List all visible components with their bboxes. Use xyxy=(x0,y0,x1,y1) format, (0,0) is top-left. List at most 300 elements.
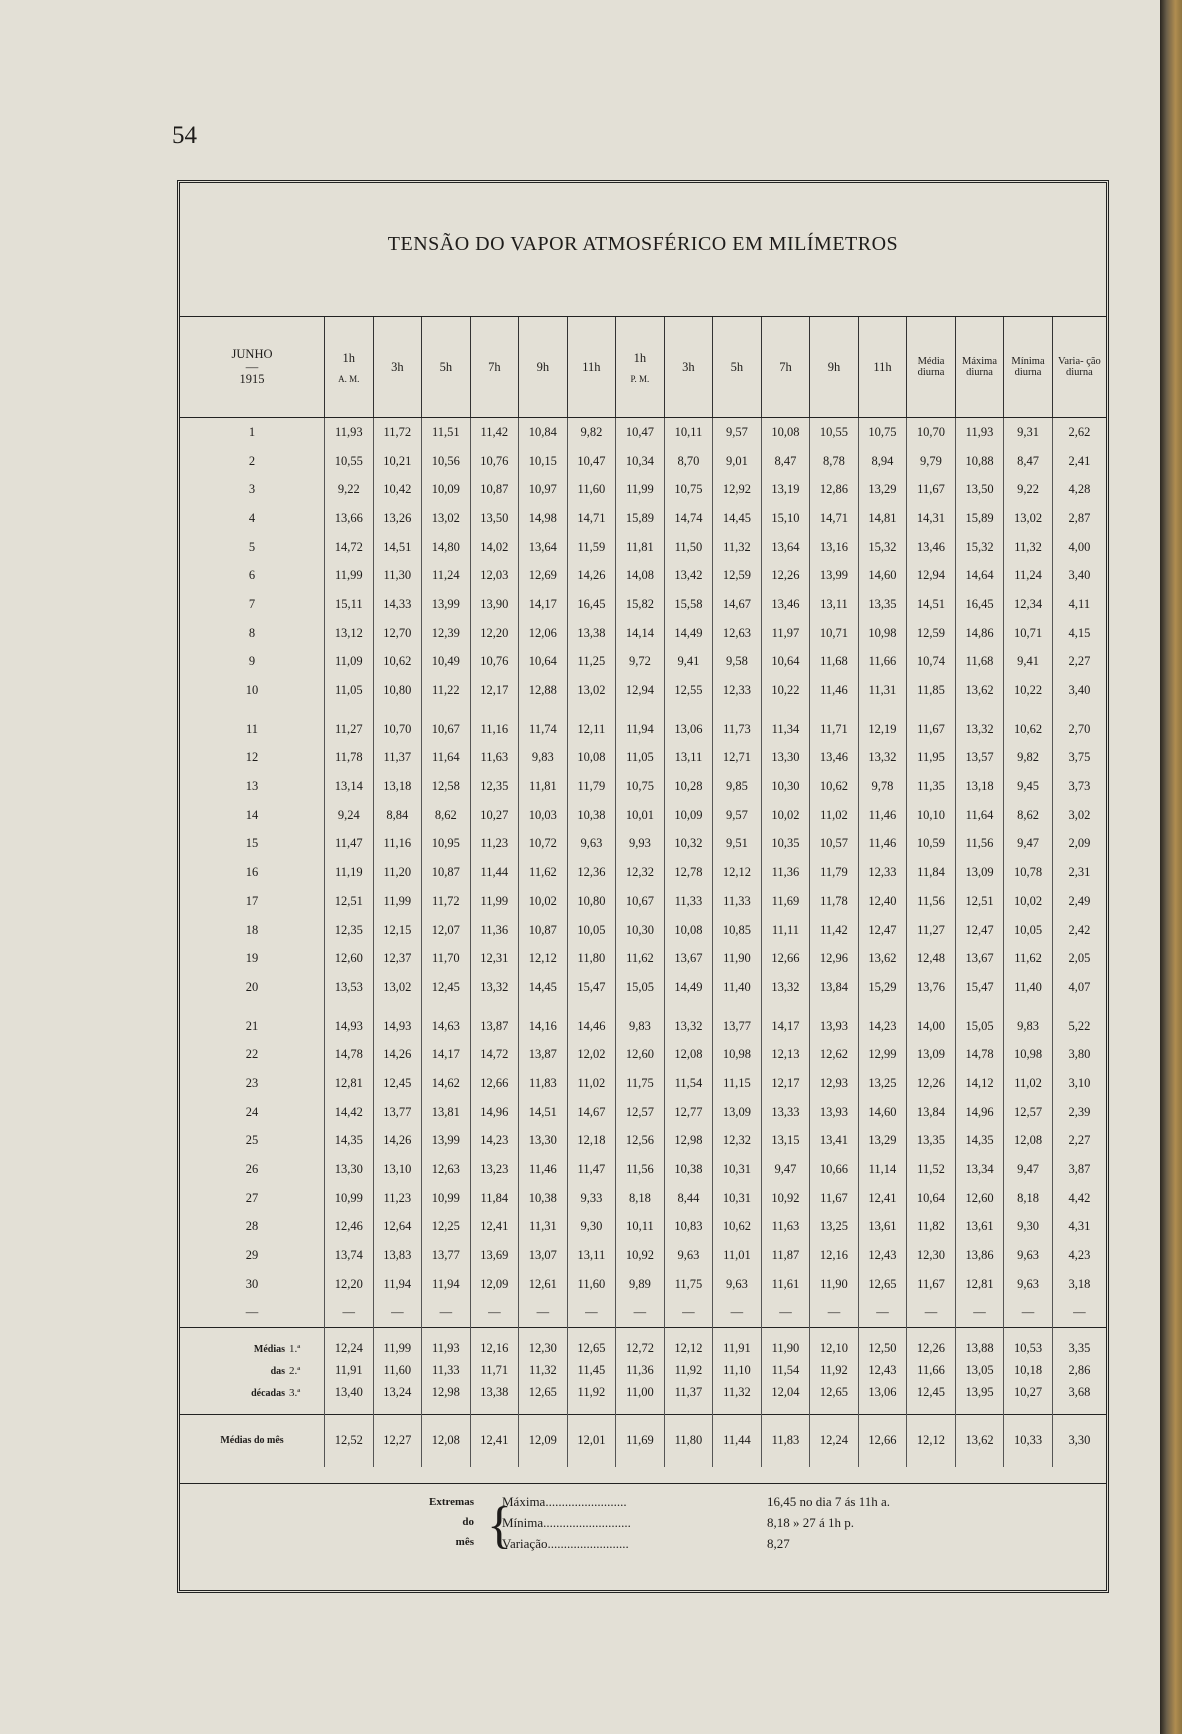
table-row xyxy=(180,648,1106,677)
value-cell: 12,69 xyxy=(519,561,568,590)
value-cell: 10,08 xyxy=(567,744,616,773)
table-row xyxy=(180,830,1106,859)
value-cell: 13,76 xyxy=(907,973,956,1002)
decade-label-cell xyxy=(180,1382,325,1415)
value-cell: 11,33 xyxy=(713,887,762,916)
value-cell: 10,53 xyxy=(1004,1327,1053,1360)
value-cell: 12,98 xyxy=(422,1382,471,1415)
value-cell: 10,99 xyxy=(422,1184,471,1213)
value-cell: 3,87 xyxy=(1068,1162,1091,1177)
value-cell: 11,47 xyxy=(567,1155,616,1184)
value-cell: 11,62 xyxy=(616,944,665,973)
value-cell: 14,46 xyxy=(567,1002,616,1041)
value-cell: 13,35 xyxy=(858,590,907,619)
value-cell: 10,38 xyxy=(519,1184,568,1213)
value-cell: 10,62 xyxy=(373,648,422,677)
month-mean-row xyxy=(180,1414,1106,1467)
value-cell: 10,75 xyxy=(664,475,713,504)
table-row xyxy=(180,590,1106,619)
value-cell: 13,38 xyxy=(567,619,616,648)
day-cell: 28 xyxy=(180,1213,325,1242)
value-cell: 12,57 xyxy=(1004,1098,1053,1127)
value-cell: 12,17 xyxy=(761,1069,810,1098)
value-cell: 12,19 xyxy=(858,705,907,744)
value-cell: 14,31 xyxy=(907,504,956,533)
value-cell: 14,35 xyxy=(955,1127,1004,1156)
value-cell: 10,55 xyxy=(325,447,374,476)
value-cell: 12,60 xyxy=(325,944,374,973)
dash-cell: — xyxy=(1004,1299,1053,1328)
value-cell: 11,92 xyxy=(664,1360,713,1382)
value-cell: 11,30 xyxy=(373,561,422,590)
decade-number: 3.ª xyxy=(289,1387,301,1400)
value-cell: 12,47 xyxy=(858,916,907,945)
value-cell: 10,71 xyxy=(810,619,859,648)
value-cell: 10,71 xyxy=(1004,619,1053,648)
value-cell: 14,23 xyxy=(470,1127,519,1156)
day-cell: 16 xyxy=(180,858,325,887)
value-cell: 13,84 xyxy=(907,1098,956,1127)
value-cell: 13,53 xyxy=(325,973,374,1002)
value-cell: 12,27 xyxy=(373,1414,422,1467)
value-cell: 2,42 xyxy=(1068,922,1091,937)
value-cell: 10,64 xyxy=(519,648,568,677)
value-cell: 4,11 xyxy=(1068,596,1091,611)
value-cell: 11,15 xyxy=(713,1069,762,1098)
value-cell: 11,66 xyxy=(858,648,907,677)
dash-cell: — xyxy=(810,1299,859,1328)
value-cell: 12,30 xyxy=(519,1327,568,1360)
value-cell: 13,46 xyxy=(907,533,956,562)
value-cell: 15,29 xyxy=(858,973,907,1002)
value-cell: 11,60 xyxy=(567,475,616,504)
dash-cell: — xyxy=(180,1299,325,1328)
value-cell: 10,09 xyxy=(664,801,713,830)
day-cell: 7 xyxy=(180,590,325,619)
value-cell: 10,05 xyxy=(567,916,616,945)
value-cell: 11,66 xyxy=(907,1360,956,1382)
value-cell: 14,93 xyxy=(373,1002,422,1041)
value-cell: 13,57 xyxy=(955,744,1004,773)
value-cell: 9,63 xyxy=(567,830,616,859)
value-cell: 11,05 xyxy=(325,676,374,705)
value-cell: 12,55 xyxy=(664,676,713,705)
dash-cell: — xyxy=(325,1299,374,1328)
value-cell: 8,70 xyxy=(664,447,713,476)
value-cell: 12,08 xyxy=(1004,1127,1053,1156)
value-cell: 12,65 xyxy=(567,1327,616,1360)
dash-cell: — xyxy=(616,1299,665,1328)
value-cell: 12,50 xyxy=(858,1327,907,1360)
value-cell: 11,91 xyxy=(325,1360,374,1382)
value-cell: 9,63 xyxy=(1004,1270,1053,1299)
minima-label: Mínima........................... xyxy=(502,1515,631,1530)
month-label: JUNHO xyxy=(231,347,273,361)
value-cell: 14,72 xyxy=(470,1040,519,1069)
value-cell: 11,83 xyxy=(761,1414,810,1467)
maxima-value: 16,45 no dia 7 ás 11h a. xyxy=(767,1494,890,1509)
value-cell: 11,54 xyxy=(664,1069,713,1098)
value-cell: 13,61 xyxy=(858,1213,907,1242)
value-cell: 12,65 xyxy=(519,1382,568,1415)
value-cell: 14,93 xyxy=(325,1002,374,1041)
value-cell: 11,99 xyxy=(373,887,422,916)
value-cell: 13,93 xyxy=(810,1098,859,1127)
value-cell: 12,30 xyxy=(907,1241,956,1270)
day-cell: 23 xyxy=(180,1069,325,1098)
value-cell: 12,59 xyxy=(907,619,956,648)
value-cell: 15,10 xyxy=(761,504,810,533)
value-cell: 10,80 xyxy=(567,887,616,916)
value-cell: 12,61 xyxy=(519,1270,568,1299)
value-cell: 9,78 xyxy=(858,772,907,801)
book-edge xyxy=(1160,0,1182,1734)
value-cell: 13,06 xyxy=(858,1382,907,1415)
value-cell: 11,33 xyxy=(664,887,713,916)
value-cell: 13,23 xyxy=(470,1155,519,1184)
value-cell: 12,37 xyxy=(373,944,422,973)
value-cell: 10,47 xyxy=(567,447,616,476)
value-cell: 11,64 xyxy=(422,744,471,773)
year-label: 1915 xyxy=(239,372,265,386)
value-cell: 12,72 xyxy=(616,1327,665,1360)
value-cell: 9,63 xyxy=(713,1270,762,1299)
value-cell: 10,56 xyxy=(422,447,471,476)
value-cell: 10,78 xyxy=(1004,858,1053,887)
value-cell: 13,90 xyxy=(470,590,519,619)
value-cell: 10,70 xyxy=(907,418,956,447)
value-cell: 10,02 xyxy=(761,801,810,830)
value-cell: 12,08 xyxy=(422,1414,471,1467)
value-cell: 10,87 xyxy=(470,475,519,504)
value-cell: 3,68 xyxy=(1068,1385,1091,1400)
value-cell: 12,63 xyxy=(713,619,762,648)
value-cell: 12,60 xyxy=(955,1184,1004,1213)
value-cell: 12,99 xyxy=(858,1040,907,1069)
value-cell: 12,43 xyxy=(858,1241,907,1270)
value-cell: 12,16 xyxy=(470,1327,519,1360)
day-cell: 4 xyxy=(180,504,325,533)
value-cell: 11,20 xyxy=(373,858,422,887)
value-cell: 12,33 xyxy=(713,676,762,705)
value-cell: 13,64 xyxy=(761,533,810,562)
day-cell: 21 xyxy=(180,1002,325,1041)
value-cell: 10,30 xyxy=(761,772,810,801)
value-cell: 13,15 xyxy=(761,1127,810,1156)
value-cell: 2,39 xyxy=(1068,1104,1091,1119)
value-cell: 13,16 xyxy=(810,533,859,562)
value-cell: 10,95 xyxy=(422,830,471,859)
value-cell: 9,85 xyxy=(713,772,762,801)
value-cell: 10,98 xyxy=(1004,1040,1053,1069)
value-cell: 12,12 xyxy=(907,1414,956,1467)
value-cell: 11,40 xyxy=(713,973,762,1002)
value-cell: 10,05 xyxy=(1004,916,1053,945)
table-row xyxy=(180,744,1106,773)
value-cell: 10,32 xyxy=(664,830,713,859)
value-cell: 11,85 xyxy=(907,676,956,705)
table-row xyxy=(180,1127,1106,1156)
day-cell: 2 xyxy=(180,447,325,476)
value-cell: 11,23 xyxy=(470,830,519,859)
value-cell: 13,09 xyxy=(713,1098,762,1127)
value-cell: 13,25 xyxy=(810,1213,859,1242)
day-cell: 8 xyxy=(180,619,325,648)
value-cell: 2,86 xyxy=(1068,1363,1091,1378)
value-cell: 11,46 xyxy=(810,676,859,705)
value-cell: 11,68 xyxy=(955,648,1004,677)
value-cell: 12,51 xyxy=(325,887,374,916)
value-cell: 10,83 xyxy=(664,1213,713,1242)
value-cell: 10,33 xyxy=(1004,1414,1053,1467)
value-cell: 10,27 xyxy=(1004,1382,1053,1415)
value-cell: 9,57 xyxy=(713,801,762,830)
value-cell: 13,02 xyxy=(567,676,616,705)
value-cell: 3,80 xyxy=(1068,1047,1091,1062)
hour-header: 11h xyxy=(567,317,616,418)
value-cell: 11,44 xyxy=(470,858,519,887)
value-cell: 11,02 xyxy=(1004,1069,1053,1098)
table-body xyxy=(180,418,1106,1467)
value-cell: 3,40 xyxy=(1068,568,1091,583)
table-row xyxy=(180,504,1106,533)
value-cell: 11,34 xyxy=(761,705,810,744)
value-cell: 10,22 xyxy=(761,676,810,705)
table-row xyxy=(180,1002,1106,1041)
day-cell: 5 xyxy=(180,533,325,562)
value-cell: 14,51 xyxy=(519,1098,568,1127)
value-cell: 11,46 xyxy=(519,1155,568,1184)
value-cell: 10,03 xyxy=(519,801,568,830)
value-cell: 11,24 xyxy=(1004,561,1053,590)
value-cell: 14,63 xyxy=(422,1002,471,1041)
value-cell: 13,77 xyxy=(373,1098,422,1127)
value-cell: 11,47 xyxy=(325,830,374,859)
value-cell: 13,74 xyxy=(325,1241,374,1270)
table-row xyxy=(180,705,1106,744)
value-cell: 13,11 xyxy=(664,744,713,773)
value-cell: 13,09 xyxy=(955,858,1004,887)
value-cell: 4,28 xyxy=(1068,482,1091,497)
day-cell: 27 xyxy=(180,1184,325,1213)
value-cell: 11,71 xyxy=(470,1360,519,1382)
value-cell: 11,51 xyxy=(422,418,471,447)
value-cell: 13,77 xyxy=(713,1002,762,1041)
table-row xyxy=(180,916,1106,945)
value-cell: 12,08 xyxy=(664,1040,713,1069)
value-cell: 14,26 xyxy=(373,1127,422,1156)
value-cell: 13,66 xyxy=(325,504,374,533)
value-cell: 10,62 xyxy=(810,772,859,801)
value-cell: 11,19 xyxy=(325,858,374,887)
value-cell: 10,59 xyxy=(907,830,956,859)
value-cell: 10,27 xyxy=(470,801,519,830)
value-cell: 11,31 xyxy=(858,676,907,705)
table-row xyxy=(180,772,1106,801)
value-cell: 15,05 xyxy=(616,973,665,1002)
value-cell: 12,60 xyxy=(616,1040,665,1069)
value-cell: 11,99 xyxy=(470,887,519,916)
value-cell: 11,56 xyxy=(907,887,956,916)
minima-value: 8,18 » 27 á 1h p. xyxy=(767,1515,855,1530)
value-cell: 12,81 xyxy=(955,1270,1004,1299)
value-cell: 11,22 xyxy=(422,676,471,705)
value-cell: 13,86 xyxy=(955,1241,1004,1270)
value-cell: 11,72 xyxy=(422,887,471,916)
value-cell: 13,50 xyxy=(955,475,1004,504)
value-cell: 13,12 xyxy=(325,619,374,648)
value-cell: 11,33 xyxy=(422,1360,471,1382)
value-cell: 10,97 xyxy=(519,475,568,504)
value-cell: 11,94 xyxy=(422,1270,471,1299)
day-cell: 17 xyxy=(180,887,325,916)
value-cell: 3,40 xyxy=(1068,683,1091,698)
value-cell: 9,82 xyxy=(567,418,616,447)
value-cell: 11,32 xyxy=(1004,533,1053,562)
value-cell: 12,20 xyxy=(470,619,519,648)
value-cell: 11,40 xyxy=(1004,973,1053,1002)
value-cell: 11,87 xyxy=(761,1241,810,1270)
value-cell: 12,66 xyxy=(761,944,810,973)
value-cell: 11,69 xyxy=(761,887,810,916)
value-cell: 11,62 xyxy=(1004,944,1053,973)
value-cell: 14,45 xyxy=(519,973,568,1002)
value-cell: 11,94 xyxy=(616,705,665,744)
value-cell: 14,64 xyxy=(955,561,1004,590)
value-cell: 11,36 xyxy=(761,858,810,887)
value-cell: 15,47 xyxy=(955,973,1004,1002)
value-cell: 10,64 xyxy=(907,1184,956,1213)
day-cell: 11 xyxy=(180,705,325,744)
pm-label: P. M. xyxy=(630,373,650,384)
value-cell: 11,97 xyxy=(761,619,810,648)
value-cell: 13,87 xyxy=(519,1040,568,1069)
dash-cell: — xyxy=(1073,1305,1086,1320)
value-cell: 11,23 xyxy=(373,1184,422,1213)
value-cell: 11,35 xyxy=(907,772,956,801)
value-cell: 4,42 xyxy=(1068,1190,1091,1205)
value-cell: 11,92 xyxy=(567,1382,616,1415)
value-cell: 12,06 xyxy=(519,619,568,648)
value-cell: 2,05 xyxy=(1068,951,1091,966)
value-cell: 12,35 xyxy=(470,772,519,801)
value-cell: 11,25 xyxy=(567,648,616,677)
value-cell: 13,69 xyxy=(470,1241,519,1270)
value-cell: 10,09 xyxy=(422,475,471,504)
day-cell: 14 xyxy=(180,801,325,830)
dash-cell: — xyxy=(664,1299,713,1328)
dash-cell: — xyxy=(907,1299,956,1328)
value-cell: 12,52 xyxy=(325,1414,374,1467)
value-cell: 12,96 xyxy=(810,944,859,973)
value-cell: 10,84 xyxy=(519,418,568,447)
value-cell: 2,31 xyxy=(1068,865,1091,880)
value-cell: 9,58 xyxy=(713,648,762,677)
value-cell: 10,67 xyxy=(422,705,471,744)
value-cell: 11,74 xyxy=(519,705,568,744)
value-cell: 13,62 xyxy=(955,1414,1004,1467)
value-cell: 12,12 xyxy=(713,858,762,887)
value-cell: 12,12 xyxy=(664,1327,713,1360)
value-cell: 12,94 xyxy=(616,676,665,705)
value-cell: 11,94 xyxy=(373,1270,422,1299)
value-cell: 3,10 xyxy=(1068,1075,1091,1090)
value-cell: 2,49 xyxy=(1068,893,1091,908)
value-cell: 14,62 xyxy=(422,1069,471,1098)
value-cell: 13,05 xyxy=(955,1360,1004,1382)
table-row xyxy=(180,1184,1106,1213)
value-cell: 13,24 xyxy=(373,1382,422,1415)
value-cell: 12,18 xyxy=(567,1127,616,1156)
month-header xyxy=(180,317,325,418)
day-cell: 1 xyxy=(180,418,325,447)
day-cell: 9 xyxy=(180,648,325,677)
value-cell: 11,72 xyxy=(373,418,422,447)
day-cell: 13 xyxy=(180,772,325,801)
value-cell: 11,93 xyxy=(422,1327,471,1360)
hour-header: 7h xyxy=(761,317,810,418)
hour-header: 5h xyxy=(713,317,762,418)
value-cell: 14,45 xyxy=(713,504,762,533)
month-dash: — xyxy=(245,360,259,374)
dash-cell: — xyxy=(373,1299,422,1328)
table-row xyxy=(180,887,1106,916)
decade-mean-row xyxy=(180,1382,1106,1415)
separator-row xyxy=(180,1299,1106,1328)
value-cell: 15,82 xyxy=(616,590,665,619)
value-cell: 13,99 xyxy=(422,590,471,619)
value-cell: 11,82 xyxy=(907,1213,956,1242)
value-cell: 13,06 xyxy=(664,705,713,744)
value-cell: 10,30 xyxy=(616,916,665,945)
hour-header: 11h xyxy=(858,317,907,418)
value-cell: 11,95 xyxy=(907,744,956,773)
value-cell: 8,18 xyxy=(1004,1184,1053,1213)
table-row xyxy=(180,418,1106,447)
value-cell: 12,78 xyxy=(664,858,713,887)
value-cell: 13,07 xyxy=(519,1241,568,1270)
dash-cell: — xyxy=(858,1299,907,1328)
value-cell: 11,56 xyxy=(616,1155,665,1184)
value-cell: 10,28 xyxy=(664,772,713,801)
value-cell: 11,93 xyxy=(955,418,1004,447)
value-cell: 11,52 xyxy=(907,1155,956,1184)
value-cell: 11,32 xyxy=(713,1382,762,1415)
value-cell: 12,41 xyxy=(470,1414,519,1467)
day-cell: 3 xyxy=(180,475,325,504)
decade-label-cell xyxy=(180,1327,325,1360)
value-cell: 16,45 xyxy=(567,590,616,619)
value-cell: 11,56 xyxy=(955,830,1004,859)
value-cell: 11,80 xyxy=(664,1414,713,1467)
value-cell: 10,87 xyxy=(422,858,471,887)
value-cell: 12,88 xyxy=(519,676,568,705)
value-cell: 12,36 xyxy=(567,858,616,887)
value-cell: 9,45 xyxy=(1004,772,1053,801)
value-cell: 11,84 xyxy=(470,1184,519,1213)
value-cell: 12,11 xyxy=(567,705,616,744)
value-cell: 13,02 xyxy=(1004,504,1053,533)
value-cell: 11,37 xyxy=(664,1382,713,1415)
value-cell: 13,93 xyxy=(810,1002,859,1041)
value-cell: 13,32 xyxy=(858,744,907,773)
value-cell: 9,01 xyxy=(713,447,762,476)
value-cell: 14,67 xyxy=(713,590,762,619)
value-cell: 14,17 xyxy=(761,1002,810,1041)
value-cell: 14,78 xyxy=(325,1040,374,1069)
value-cell: 10,62 xyxy=(1004,705,1053,744)
value-cell: 11,63 xyxy=(761,1213,810,1242)
